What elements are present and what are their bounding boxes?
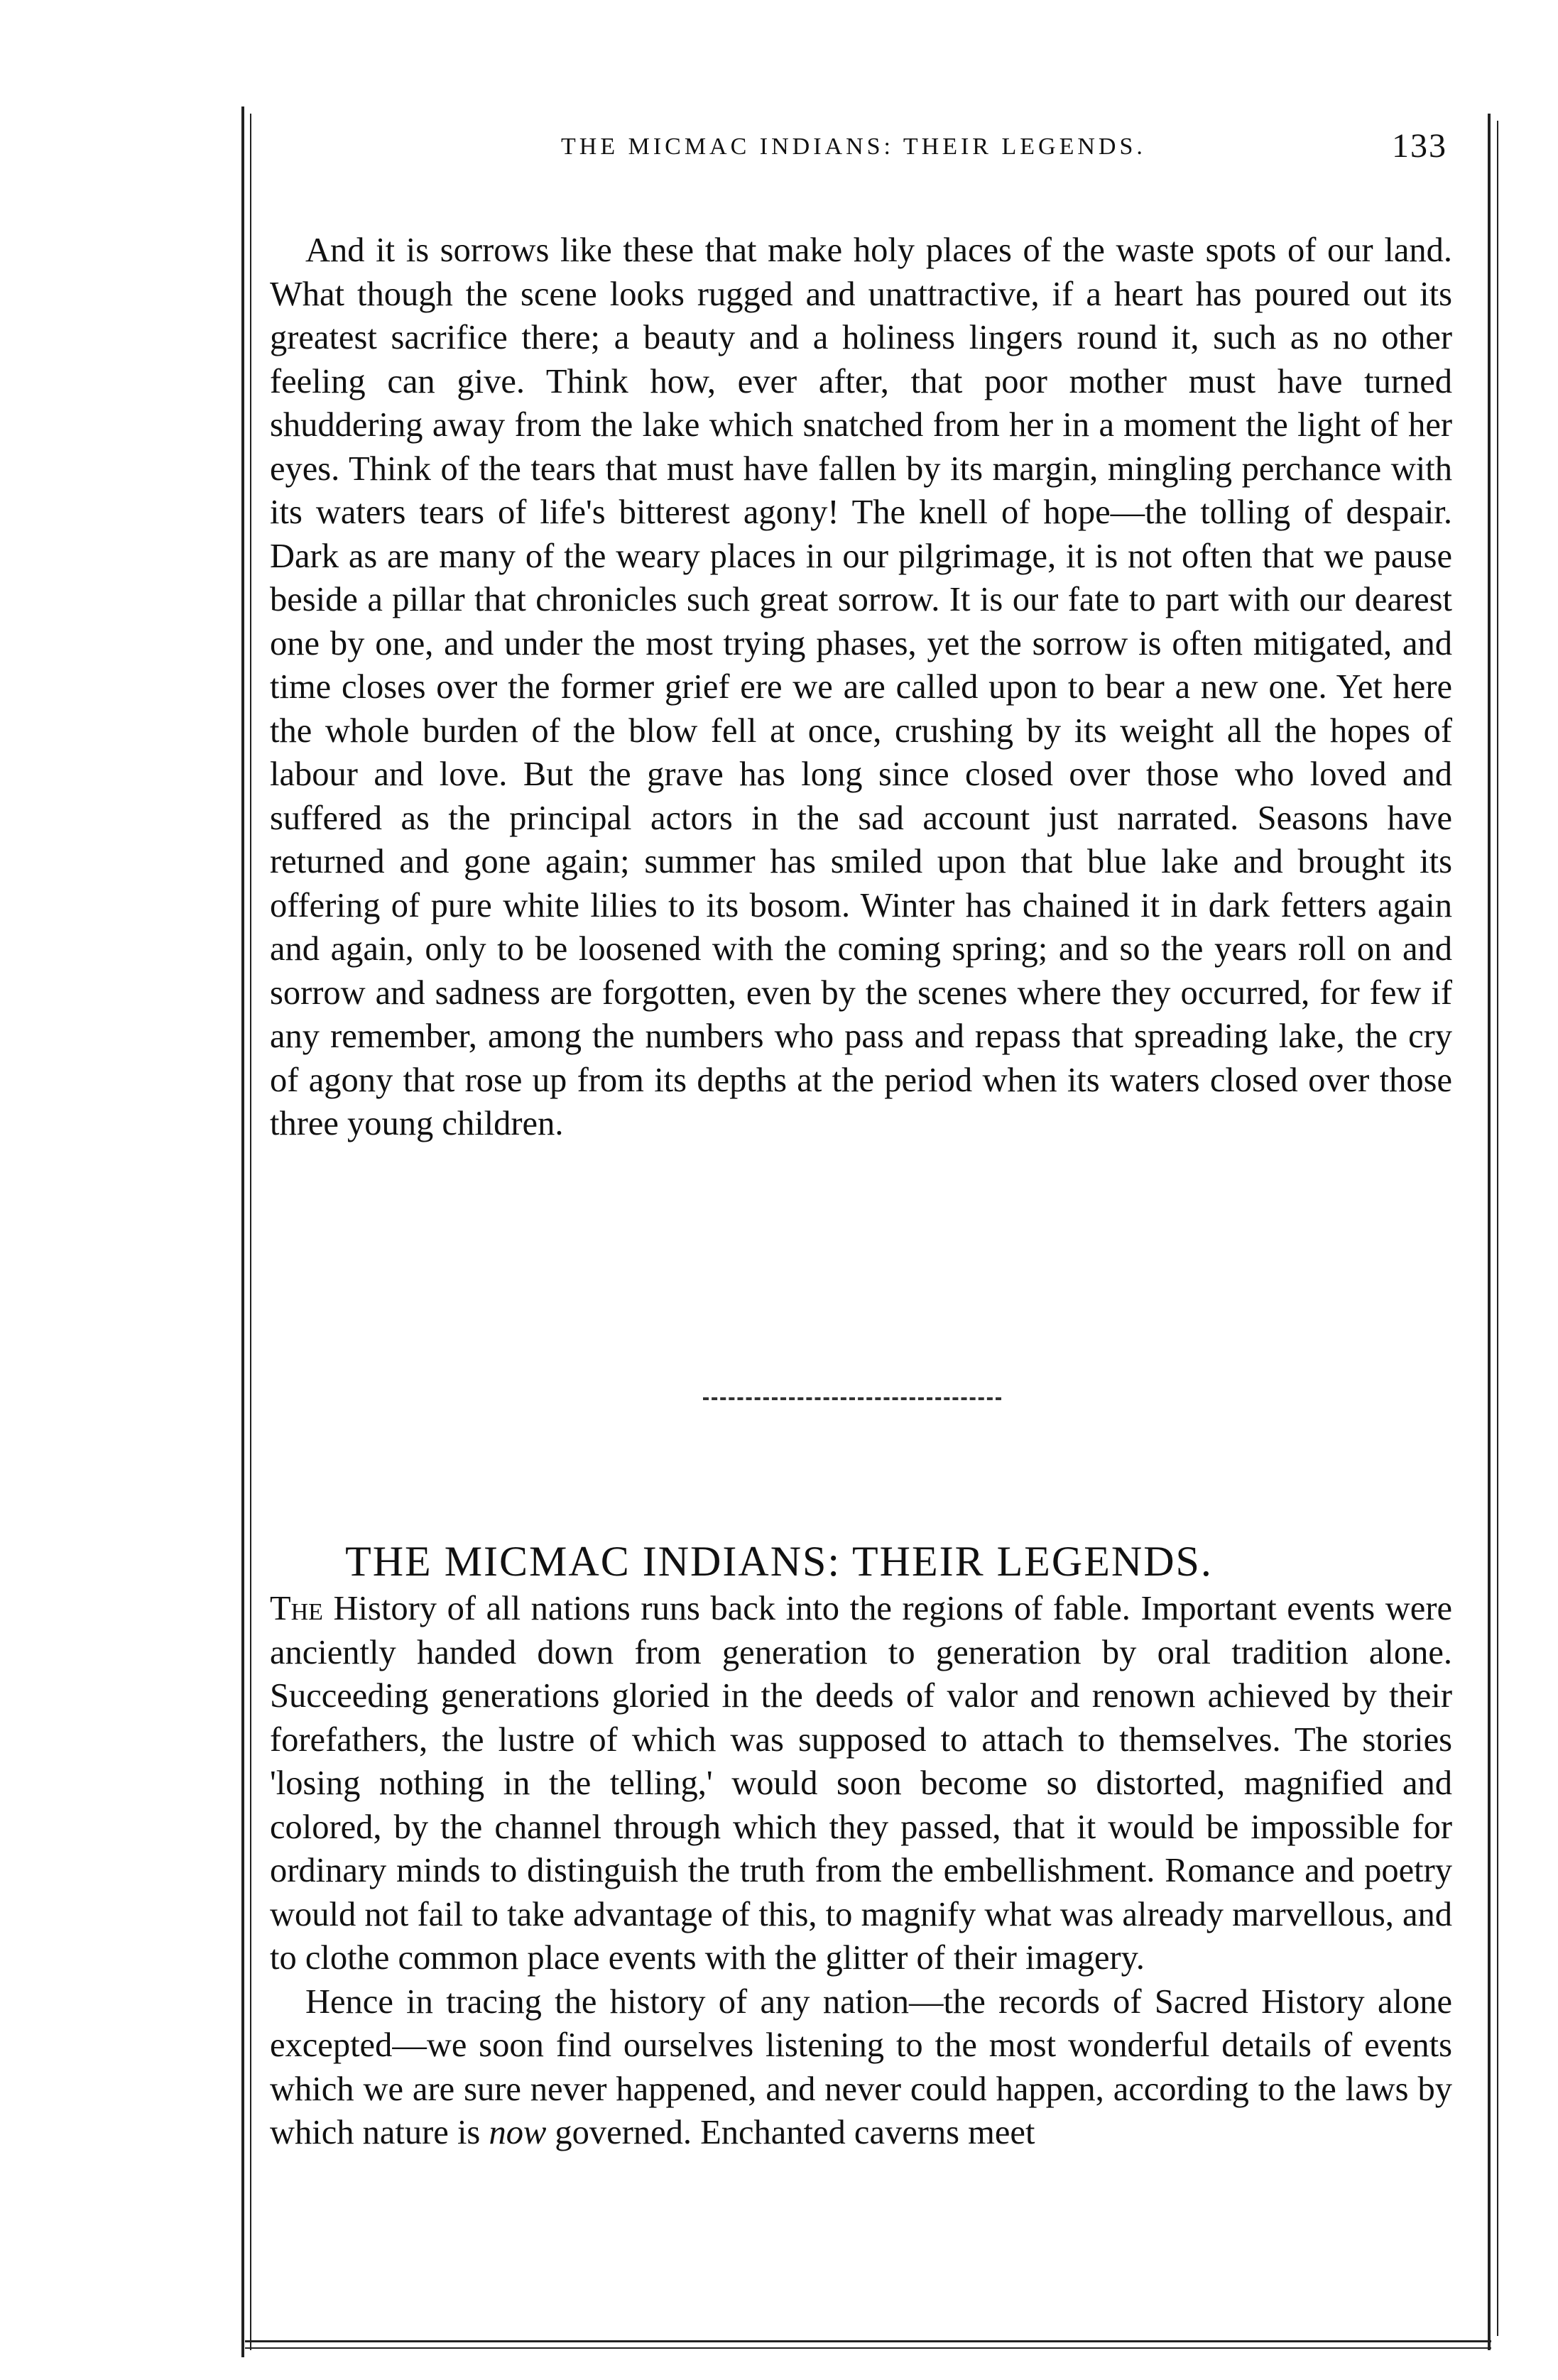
right-margin-rule [1488, 114, 1491, 2350]
running-head: THE MICMAC INDIANS: THEIR LEGENDS. [561, 133, 1146, 160]
left-margin-rule [241, 107, 244, 2357]
previous-section-text [270, 229, 1452, 1146]
section-body [270, 1587, 1452, 2155]
section-title: THE MICMAC INDIANS: THEIR LEGENDS. [345, 1538, 1213, 1585]
opening-word: The [270, 1590, 323, 1627]
emphasis-word: now [489, 2114, 547, 2151]
page-number: 133 [1392, 127, 1447, 165]
left-margin-rule-inner [250, 114, 251, 2350]
bottom-rule [245, 2340, 1491, 2342]
paragraph: And it is sorrows like these that make holy places of the waste spots of our land. What though the scene looks rugged and unattractive, if a heart has poured out its greatest sacrifice there; a beauty and a holiness lingers round it, such as no other feeling can give. Think how, ever after, that poor mother must have turned shuddering away from the lake which snatched from her in a moment the light of her eyes. Think of the tears that must have fallen by its margin, mingling perchance with its waters tears of life's bitterest agony! The knell of hope—the tolling of despair. Dark as are many of the weary places in our pilgrimage, it is not often that we pause beside a pillar that chronicles such great sorrow. It is our fate to part with our dearest one by one, and under the most trying phases, yet the sorrow is often mitigated, and time closes over the former grief ere we are called upon to bear a new one. Yet here the whole burden of the blow fell at once, crushing by its weight all the hopes of labour and love. But the grave has long since closed over those who loved and suffered as the principal actors in the sad account just narrated. Seasons have returned and gone again; summer has smiled upon that blue lake and brought its offering of pure white lilies to its bosom. Winter has chained it in dark fetters again and again, only to be loosened with the coming spring; and so the years roll on and sorrow and sadness are forgotten, even by the scenes where they occurred, for few if any remember, among the numbers who pass and repass that spreading lake, the cry of agony that rose up from its depths at the period when its waters closed over those three young children. [270, 231, 1452, 1142]
right-margin-rule-outer [1497, 121, 1498, 2336]
paragraph-text: governed. Enchanted caverns meet [546, 2114, 1035, 2151]
section-separator [703, 1397, 1001, 1403]
paragraph [270, 1587, 1452, 1980]
paragraph-text: Hence in tracing the history of any nation—the records of Sacred History alone excepted—we soon find ourselves listening to the most wonderful details of events which we are sure never happened, and never could happen, according to the laws by which nature is [270, 1982, 1452, 2151]
bottom-rule-lower [245, 2347, 1491, 2349]
paragraph [270, 1980, 1452, 2155]
paragraph-text: History of all nations runs back into the regions of fable. Important events were anciently handed down from generation to generation by oral tradition alone. Succeeding generations gloried in the deeds of valor and renown achieved by their forefathers, the lustre of which was supposed to attach to themselves. The stories 'losing nothing in the telling,' would soon become so distorted, magnified and colored, by the channel through which they passed, that it would be impossible for ordinary minds to distinguish the truth from the embellishment. Romance and poetry would not fail to take advantage of this, to magnify what was already marvellous, and to clothe common place events with the glitter of their imagery. [270, 1590, 1452, 1977]
